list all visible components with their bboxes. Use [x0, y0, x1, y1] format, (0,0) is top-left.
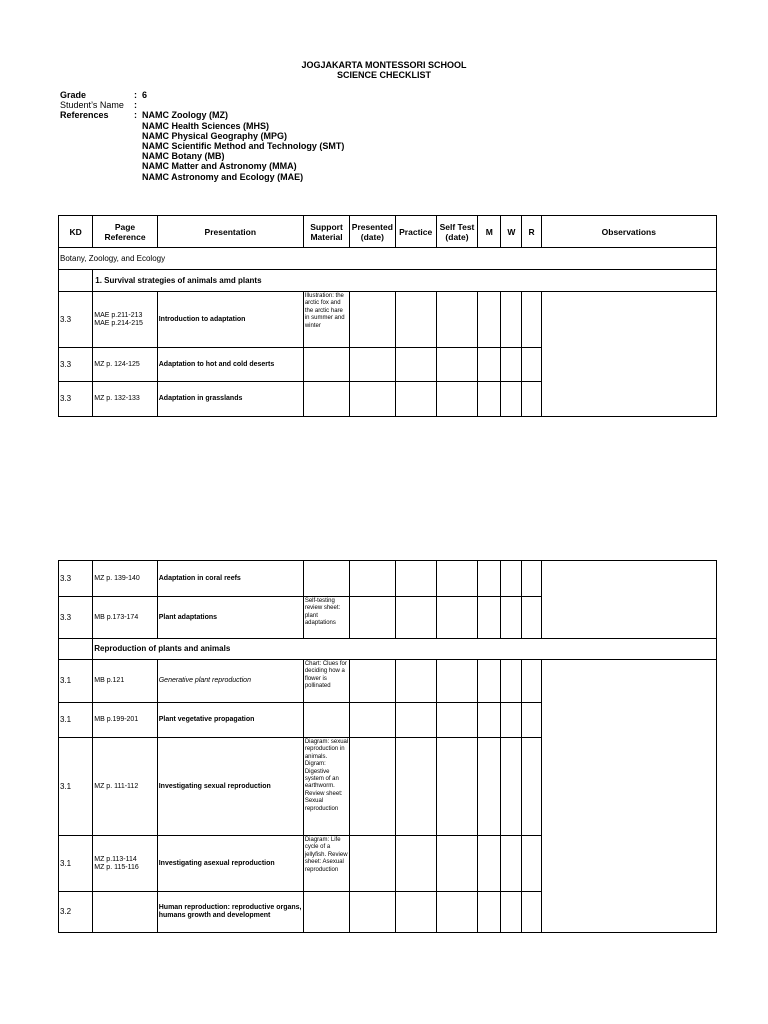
page-ref-cell: MZ p. 132-133: [93, 382, 157, 417]
support-cell: Diagram: sexual reproduction in animals. Digram: Digestive system of an earthworm. Review sheet: Sexual reproduction: [303, 738, 349, 836]
w-cell[interactable]: [501, 382, 522, 417]
practice-cell[interactable]: [395, 836, 436, 892]
page-ref-cell: MZ p. 111-112: [93, 738, 157, 836]
r-cell[interactable]: [522, 892, 541, 933]
col-page-reference: Page Reference: [93, 216, 157, 248]
practice-cell[interactable]: [395, 348, 436, 382]
presented-date-cell[interactable]: [350, 561, 395, 597]
presentation-cell: Investigating asexual reproduction: [157, 836, 303, 892]
practice-cell[interactable]: [395, 660, 436, 703]
section-heading: Botany, Zoology, and Ecology: [59, 248, 717, 270]
practice-cell[interactable]: [395, 738, 436, 836]
col-presentation: Presentation: [157, 216, 303, 248]
presented-date-cell[interactable]: [350, 382, 395, 417]
col-w: W: [501, 216, 522, 248]
support-cell: Chart: Clues for deciding how a flower is pollinated: [303, 660, 349, 703]
kd-cell: 3.2: [59, 892, 93, 933]
support-cell: [303, 561, 349, 597]
presented-date-cell[interactable]: [350, 703, 395, 738]
self-test-cell[interactable]: [436, 836, 477, 892]
kd-cell: 3.3: [59, 382, 93, 417]
page-ref-cell: MB p.173-174: [93, 597, 157, 639]
col-presented-date: Presented (date): [350, 216, 395, 248]
w-cell[interactable]: [501, 348, 522, 382]
presentation-cell: Investigating sexual reproduction: [157, 738, 303, 836]
m-cell[interactable]: [478, 382, 501, 417]
r-cell[interactable]: [522, 703, 541, 738]
kd-cell: 3.1: [59, 836, 93, 892]
presentation-cell: Adaptation to hot and cold deserts: [157, 348, 303, 382]
page-ref-cell: MZ p.113-114 MZ p. 115-116: [93, 836, 157, 892]
presented-date-cell[interactable]: [350, 348, 395, 382]
practice-cell[interactable]: [395, 703, 436, 738]
m-cell[interactable]: [478, 703, 501, 738]
page-ref-cell: MZ p. 139-140: [93, 561, 157, 597]
m-cell[interactable]: [478, 597, 501, 639]
kd-cell: 3.3: [59, 597, 93, 639]
presentation-cell: Plant adaptations: [157, 597, 303, 639]
r-cell[interactable]: [522, 660, 541, 703]
presentation-cell: Adaptation in grasslands: [157, 382, 303, 417]
presented-date-cell[interactable]: [350, 292, 395, 348]
r-cell[interactable]: [522, 348, 541, 382]
practice-cell[interactable]: [395, 292, 436, 348]
support-cell: [303, 892, 349, 933]
presentation-cell: Plant vegetative propagation: [157, 703, 303, 738]
w-cell[interactable]: [501, 660, 522, 703]
table-row: [59, 660, 717, 703]
reference-item: NAMC Physical Geography (MPG): [142, 130, 288, 141]
reference-item: NAMC Scientific Method and Technology (SMT): [142, 141, 345, 152]
observations-cell[interactable]: [541, 292, 716, 417]
kd-cell: 3.3: [59, 561, 93, 597]
r-cell[interactable]: [522, 382, 541, 417]
reference-item: NAMC Zoology (MZ): [142, 110, 228, 121]
kd-cell: 3.3: [59, 348, 93, 382]
presentation-cell: Adaptation in coral reefs: [157, 561, 303, 597]
page-ref-cell: MZ p. 124-125: [93, 348, 157, 382]
checklist-table-1: [58, 215, 717, 417]
m-cell[interactable]: [478, 836, 501, 892]
document-title: SCIENCE CHECKLIST: [336, 70, 431, 80]
r-cell[interactable]: [522, 597, 541, 639]
w-cell[interactable]: [501, 738, 522, 836]
support-cell: [303, 703, 349, 738]
checklist-table-2: [58, 560, 717, 933]
r-cell[interactable]: [522, 836, 541, 892]
support-cell: Self-testing review sheet: plant adaptations: [303, 597, 349, 639]
student-name-label: Student’s Name: [60, 100, 124, 111]
presented-date-cell[interactable]: [350, 738, 395, 836]
m-cell[interactable]: [478, 292, 501, 348]
practice-cell[interactable]: [395, 382, 436, 417]
grade-value: 6: [142, 90, 148, 100]
page-ref-cell: [93, 892, 157, 933]
table-row: [59, 561, 717, 597]
w-cell[interactable]: [501, 561, 522, 597]
self-test-cell[interactable]: [436, 703, 477, 738]
page-ref-cell: MB p.121: [93, 660, 157, 703]
grade-label: Grade: [60, 90, 87, 100]
m-cell[interactable]: [478, 561, 501, 597]
subsection-heading: Reproduction of plants and animals: [93, 639, 717, 660]
presentation-cell: Introduction to adaptation: [157, 292, 303, 348]
col-m: M: [478, 216, 501, 248]
self-test-cell[interactable]: [436, 892, 477, 933]
table-row: [59, 292, 717, 348]
w-cell[interactable]: [501, 836, 522, 892]
references-list: [142, 110, 344, 181]
self-test-cell[interactable]: [436, 292, 477, 348]
w-cell[interactable]: [501, 892, 522, 933]
subsection-heading: 1. Survival strategies of animals amd plants: [93, 270, 717, 292]
kd-cell: 3.3: [59, 292, 93, 348]
practice-cell[interactable]: [395, 597, 436, 639]
page-ref-cell: MB p.199-201: [93, 703, 157, 738]
self-test-cell[interactable]: [436, 382, 477, 417]
self-test-cell[interactable]: [436, 738, 477, 836]
kd-cell: 3.1: [59, 703, 93, 738]
reference-item: NAMC Matter and Astronomy (MMA): [142, 161, 297, 172]
w-cell[interactable]: [501, 292, 522, 348]
col-support-material: Support Material: [303, 216, 349, 248]
reference-item: NAMC Astronomy and Ecology (MAE): [142, 171, 304, 182]
school-name: JOGJAKARTA MONTESSORI SCHOOL: [301, 60, 467, 70]
page-ref-cell: MAE p.211-213 MAE p.214-215: [93, 292, 157, 348]
self-test-cell[interactable]: [436, 597, 477, 639]
m-cell[interactable]: [478, 348, 501, 382]
support-cell: [303, 382, 349, 417]
observations-cell[interactable]: [541, 660, 716, 933]
w-cell[interactable]: [501, 703, 522, 738]
col-r: R: [522, 216, 541, 248]
presented-date-cell[interactable]: [350, 892, 395, 933]
presented-date-cell[interactable]: [350, 836, 395, 892]
observations-cell[interactable]: [541, 561, 716, 639]
col-practice: Practice: [395, 216, 436, 248]
practice-cell[interactable]: [395, 892, 436, 933]
self-test-cell[interactable]: [436, 561, 477, 597]
presented-date-cell[interactable]: [350, 660, 395, 703]
support-cell: Diagram: Life cycle of a jellyfish. Review sheet: Asexual reproduction: [303, 836, 349, 892]
col-kd: KD: [59, 216, 93, 248]
student-info: Grade : 6 Student’s Name : References : NAMC Zoology (MZ) NAMC Health Sciences (MHS) NAMC Physical Geography (MPG) NAMC Scientific Method and Technology (SMT) NAMC Botany (MB) NAMC Matter and Astronomy (MMA) NAMC Astronomy and Ecology (MAE): [60, 90, 345, 182]
self-test-cell[interactable]: [436, 660, 477, 703]
reference-item: NAMC Health Sciences (MHS): [142, 120, 270, 131]
self-test-cell[interactable]: [436, 348, 477, 382]
kd-cell: 3.1: [59, 738, 93, 836]
col-self-test-date: Self Test (date): [436, 216, 477, 248]
w-cell[interactable]: [501, 597, 522, 639]
practice-cell[interactable]: [395, 561, 436, 597]
presentation-cell: Human reproduction: reproductive organs, humans growth and development: [157, 892, 303, 933]
support-cell: [303, 348, 349, 382]
r-cell[interactable]: [522, 738, 541, 836]
kd-cell: 3.1: [59, 660, 93, 703]
presentation-cell: Generative plant reproduction: [157, 660, 303, 703]
presented-date-cell[interactable]: [350, 597, 395, 639]
support-cell: Illustration: the arctic fox and the arctic hare in summer and winter: [303, 292, 349, 348]
m-cell[interactable]: [478, 738, 501, 836]
references-label: References: [60, 110, 109, 121]
r-cell[interactable]: [522, 561, 541, 597]
col-observations: Observations: [541, 216, 716, 248]
m-cell[interactable]: [478, 892, 501, 933]
r-cell[interactable]: [522, 292, 541, 348]
m-cell[interactable]: [478, 660, 501, 703]
reference-item: NAMC Botany (MB): [142, 151, 225, 162]
header-row: [59, 216, 717, 248]
